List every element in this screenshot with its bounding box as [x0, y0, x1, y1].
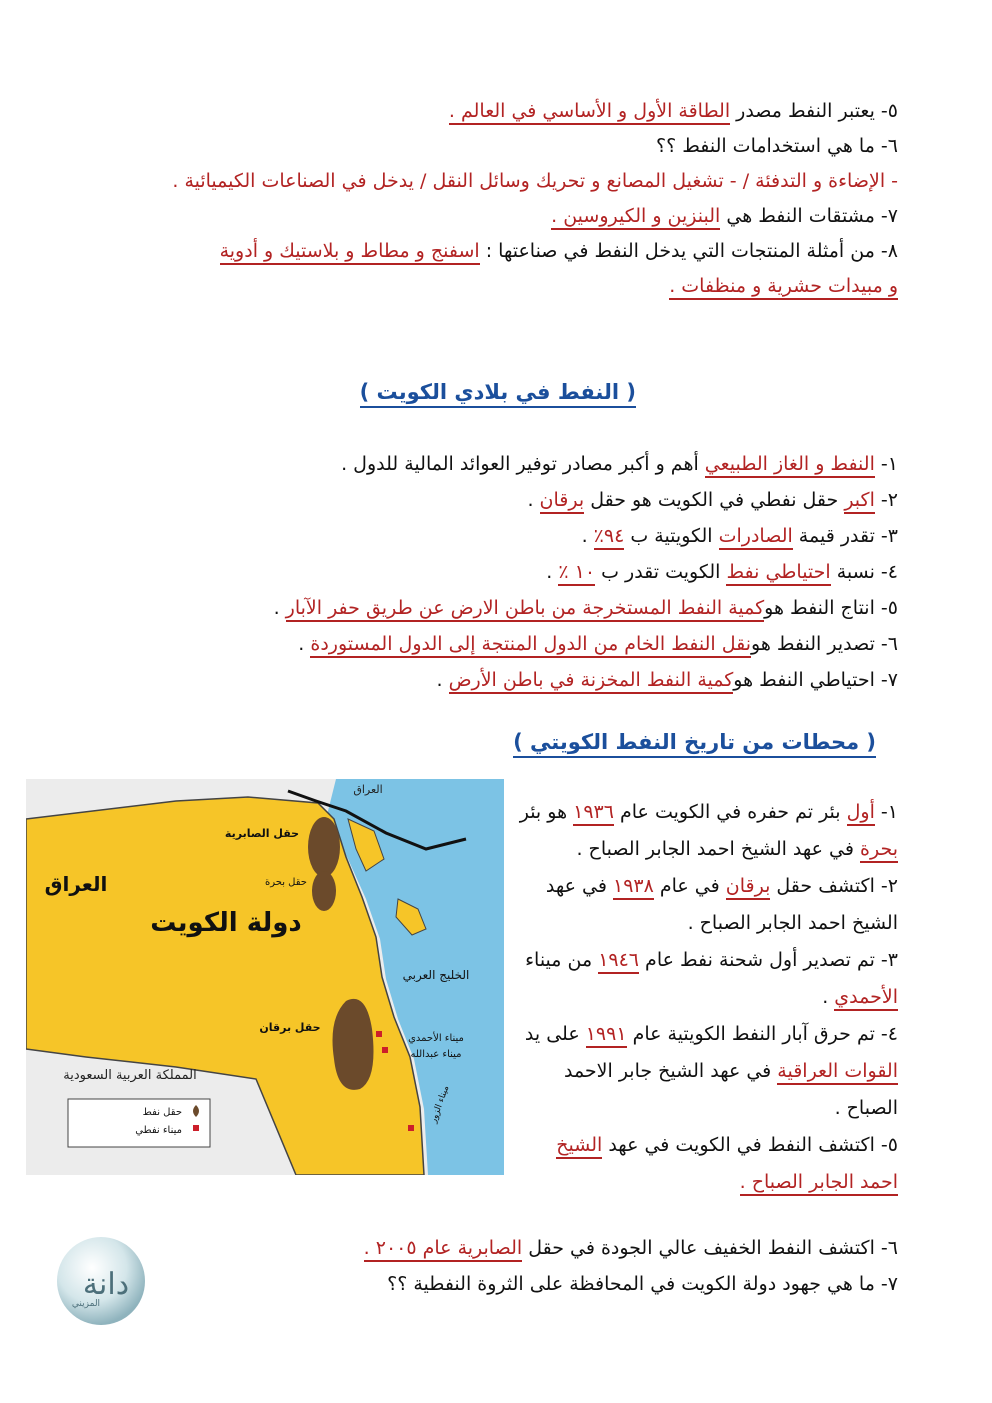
map-legend: [68, 1099, 210, 1147]
item-5: ٥- يعتبر النفط مصدر الطاقة الأول و الأساسي في العالم .: [98, 94, 898, 129]
ahmadi-port-marker: [376, 1031, 382, 1037]
kuwait-map: [26, 779, 504, 1175]
label-abdullah: ميناء عبدالله: [410, 1049, 462, 1060]
milestone-3: ٣- تم تصدير أول شحنة نفط عام ١٩٤٦ من ميناء الأحمدي .: [518, 942, 898, 1016]
kuwait-oil-list: [98, 446, 898, 698]
fact-4: ٤- نسبة احتياطي نفط الكويت تقدر ب ١٠ ٪ .: [98, 554, 898, 590]
fact-3: ٣- تقدر قيمة الصادرات الكويتية ب ٩٤٪ .: [98, 518, 898, 554]
label-kuwait: دولة الكويت: [150, 908, 302, 938]
abdullah-port-marker: [382, 1047, 388, 1053]
label-ahmadi: ميناء الأحمدي: [408, 1033, 464, 1044]
milestone-4: ٤- تم حرق آبار النفط الكويتية عام ١٩٩١ على يد القوات العراقية في عهد الشيخ جابر الاحمد الصباح .: [524, 1023, 898, 1119]
legend-field-label: حقل نفط: [142, 1107, 182, 1118]
fact-5: ٥- انتاج النفط هوكمية النفط المستخرجة من باطن الارض عن طريق حفر الآبار .: [98, 590, 898, 626]
milestone-1: ١- أول بئر تم حفره في الكويت عام ١٩٣٦ هو بئر بحرة في عهد الشيخ احمد الجابر الصباح .: [518, 794, 898, 868]
fact-2: ٢- اكبر حقل نفطي في الكويت هو حقل برقان .: [98, 482, 898, 518]
label-iraq: العراق: [44, 872, 108, 896]
fact-7: ٧- احتياطي النفط هوكمية النفط المخزنة في باطن الأرض .: [98, 662, 898, 698]
fact-6: ٦- تصدير النفط هونقل النفط الخام من الدول المنتجة إلى الدول المستوردة .: [98, 626, 898, 662]
item-8-cont: و مبيدات حشرية و منظفات .: [98, 269, 898, 304]
zour-port-marker: [408, 1125, 414, 1131]
history-list: [518, 794, 898, 1201]
logo-text-sub: المزيني: [71, 1299, 101, 1309]
legend-port-label: ميناء نفطي: [135, 1125, 182, 1136]
author-logo: [52, 1232, 150, 1330]
milestone-6: ٦- اكتشف النفط الخفيف عالي الجودة في حقل الصابرية عام ٢٠٠٥ .: [198, 1230, 898, 1266]
sabriya-field: [308, 817, 340, 877]
legend-port-swatch: [193, 1125, 199, 1131]
section-heading-kuwait-oil: ( النفط في بلادي الكويت ): [360, 380, 636, 408]
label-zour: ميناء الزور: [428, 1084, 452, 1125]
logo-text-main: دانة: [82, 1267, 130, 1302]
label-saudi: المملكة العربية السعودية: [63, 1068, 197, 1083]
history-list-wide: [198, 1230, 898, 1302]
milestone-2: ٢- اكتشف حقل برقان في عام ١٩٣٨ في عهد الشيخ احمد الجابر الصباح .: [545, 875, 898, 934]
item-8: ٨- من أمثلة المنتجات التي يدخل النفط في صناعتها : اسفنج و مطاط و بلاستيك و أدوية: [98, 234, 898, 269]
label-bahra: حقل بحرة: [265, 877, 307, 888]
label-burgan: حقل برقان: [259, 1021, 321, 1034]
label-iraq-top: العراق: [353, 783, 383, 796]
item-7: ٧- مشتقات النفط هي البنزين و الكيروسين .: [98, 199, 898, 234]
milestone-7: ٧- ما هي جهود دولة الكويت في المحافظة على الثروة النفطية ؟؟: [387, 1273, 898, 1295]
label-gulf: الخليج العربي: [402, 968, 470, 982]
item-6-answer: - الإضاءة و التدفئة / - تشغيل المصانع و تحريك وسائل النقل / يدخل في الصناعات الكيميائية .: [172, 170, 898, 192]
item-6-question: ٦- ما هي استخدامات النفط ؟؟: [655, 135, 898, 157]
label-sabriya: حقل الصابرية: [224, 827, 300, 840]
milestone-5: ٥- اكتشف النفط في الكويت في عهد الشيخ احمد الجابر الصباح .: [518, 1127, 898, 1201]
intro-list: [98, 94, 898, 304]
burgan-field: [333, 999, 374, 1090]
bahra-field: [312, 871, 336, 911]
fact-1: ١- النفط و الغاز الطبيعي أهم و أكبر مصادر توفير العوائد المالية للدول .: [98, 446, 898, 482]
section-heading-history: ( محطات من تاريخ النفط الكويتي ): [513, 730, 876, 758]
